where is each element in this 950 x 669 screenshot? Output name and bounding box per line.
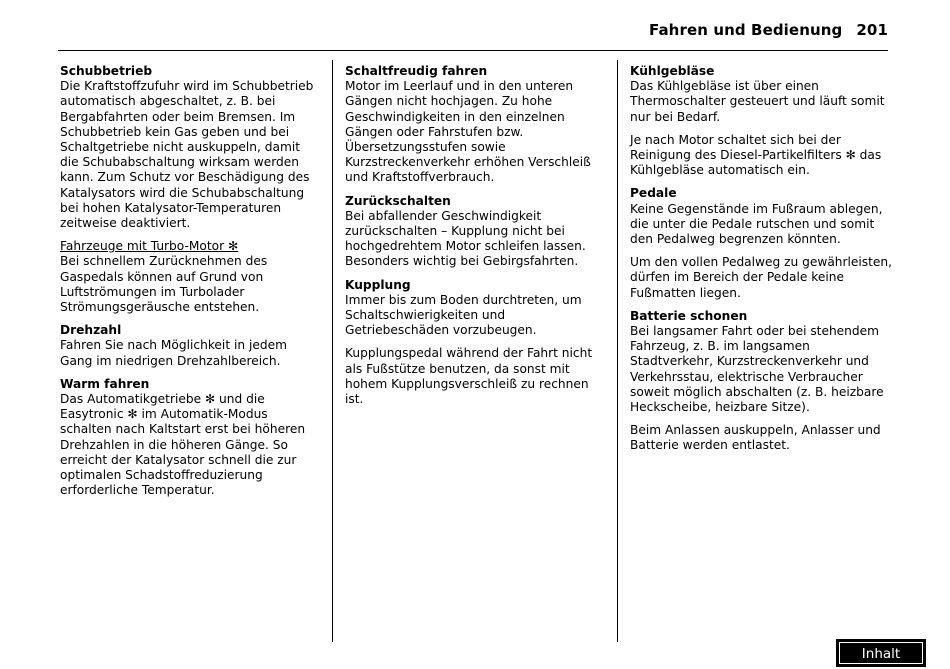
section-text: Das Automatikgetriebe ✻ und die Easytronic ✻ im Automatik-Modus schalten nach Kaltstart erst bei höheren Drehzahlen in die höheren Gänge. So erreicht der Katalysator schnell die zur optimalen Schadstoffreduzierung erforderliche Temperatur. bbox=[60, 392, 306, 498]
paragraph-kupplung-2: Kupplungspedal während der Fahrt nicht als Fußstütze benutzen, da sonst mit hohem Kupplungsverschleiß zu rechnen ist. bbox=[345, 346, 593, 407]
section-heading: Kupplung bbox=[345, 277, 411, 292]
section-heading: Schaltfreudig fahren bbox=[345, 64, 488, 78]
paragraph-batterie-2: Beim Anlassen auskuppeln, Anlasser und Batterie werden entlastet. bbox=[630, 423, 881, 453]
paragraph-pedale-2: Um den vollen Pedalweg zu gewährleisten, dürfen im Bereich der Pedale keine Fußmatten liegen. bbox=[630, 255, 893, 300]
section-text: Die Kraftstoffzufuhr wird im Schubbetrieb automatisch abgeschaltet, z. B. bei Bergabfahrten oder beim Bremsen. Im Schubbetrieb kein Gas geben und bei Schaltgetriebe nicht auskuppeln, damit die Schubabschaltung wirksam werden kann. Zum Schutz vor Beschädigung des Katalysators wird die Schubabschaltung bei hohen Katalysator-Temperaturen zeitweise deaktiviert. bbox=[60, 79, 314, 231]
section-text: Fahren Sie nach Möglichkeit in jedem Gang im niedrigen Drehzahlbereich. bbox=[60, 338, 287, 368]
section-text: Bei schnellem Zurücknehmen des Gaspedals können auf Grund von Luftströmungen im Turbolader Strömungsgeräusche entstehen. bbox=[60, 254, 268, 315]
section-schaltfreudig bbox=[345, 64, 607, 186]
header-title: Fahren und Bedienung bbox=[648, 21, 843, 39]
section-heading: Warm fahren bbox=[60, 376, 150, 391]
section-text: Motor im Leerlauf und in den unteren Gängen nicht hochjagen. Zu hohe Geschwindigkeiten in den einzelnen Gängen oder Fahrstufen bzw. Übersetzungsstufen sowie Kurzstreckenverkehr erhöhen Verschleiß und Kraftstoffverbrauch. bbox=[345, 79, 591, 185]
section-heading: Batterie schonen bbox=[630, 308, 748, 323]
section-heading: Kühlgebläse bbox=[630, 64, 715, 78]
column-separator-1 bbox=[332, 60, 333, 642]
section-text: Immer bis zum Boden durchtreten, um Schaltschwierigkeiten und Getriebeschäden vorzubeugen. bbox=[345, 292, 582, 338]
page-number: 201 bbox=[856, 21, 888, 39]
section-heading: Pedale bbox=[630, 186, 677, 201]
section-pedale bbox=[630, 186, 892, 247]
section-drehzahl bbox=[60, 323, 322, 369]
section-warm-fahren bbox=[60, 377, 322, 499]
section-schubbetrieb bbox=[60, 64, 322, 231]
paragraph-kuehlgeblaese-2: Je nach Motor schaltet sich bei der Reinigung des Diesel-Partikelfilters ✻ das Kühlgebläse automatisch ein. bbox=[630, 132, 882, 178]
section-zurueckschalten bbox=[345, 194, 607, 270]
section-batterie bbox=[630, 309, 892, 415]
column-3 bbox=[630, 64, 892, 462]
section-turbo bbox=[60, 239, 322, 315]
section-heading: Zurückschalten bbox=[345, 193, 451, 208]
section-heading: Drehzahl bbox=[60, 323, 122, 338]
section-kupplung bbox=[345, 278, 607, 339]
page-header bbox=[649, 21, 888, 39]
section-kuehlgeblaese bbox=[630, 64, 892, 125]
column-1 bbox=[60, 64, 322, 506]
header-rule bbox=[58, 50, 888, 51]
inhalt-button[interactable]: Inhalt bbox=[836, 639, 926, 667]
section-text: Bei abfallender Geschwindigkeit zurückschalten – Kupplung nicht bei hochgedrehtem Motor schleifen lassen. Besonders wichtig bei Gebirgsfahrten. bbox=[345, 208, 586, 269]
column-separator-2 bbox=[617, 60, 618, 642]
section-text: Keine Gegenstände im Fußraum ablegen, die unter die Pedale rutschen und somit den Pedalweg begrenzen könnten. bbox=[630, 201, 883, 247]
section-heading: Schubbetrieb bbox=[60, 64, 153, 78]
turbo-link[interactable]: Fahrzeuge mit Turbo-Motor ✻ bbox=[60, 239, 239, 254]
section-text: Bei langsamer Fahrt oder bei stehendem Fahrzeug, z. B. im langsamen Stadtverkehr, Kurzstreckenverkehr und Verkehrsstau, elektrische Verbraucher soweit möglich abschalten (z. B. heizbare Heckscheibe, heizbare Sitze). bbox=[630, 324, 884, 415]
section-text: Das Kühlgebläse ist über einen Thermoschalter gesteuert und läuft somit nur bei Bedarf. bbox=[630, 79, 885, 124]
column-2 bbox=[345, 64, 607, 415]
